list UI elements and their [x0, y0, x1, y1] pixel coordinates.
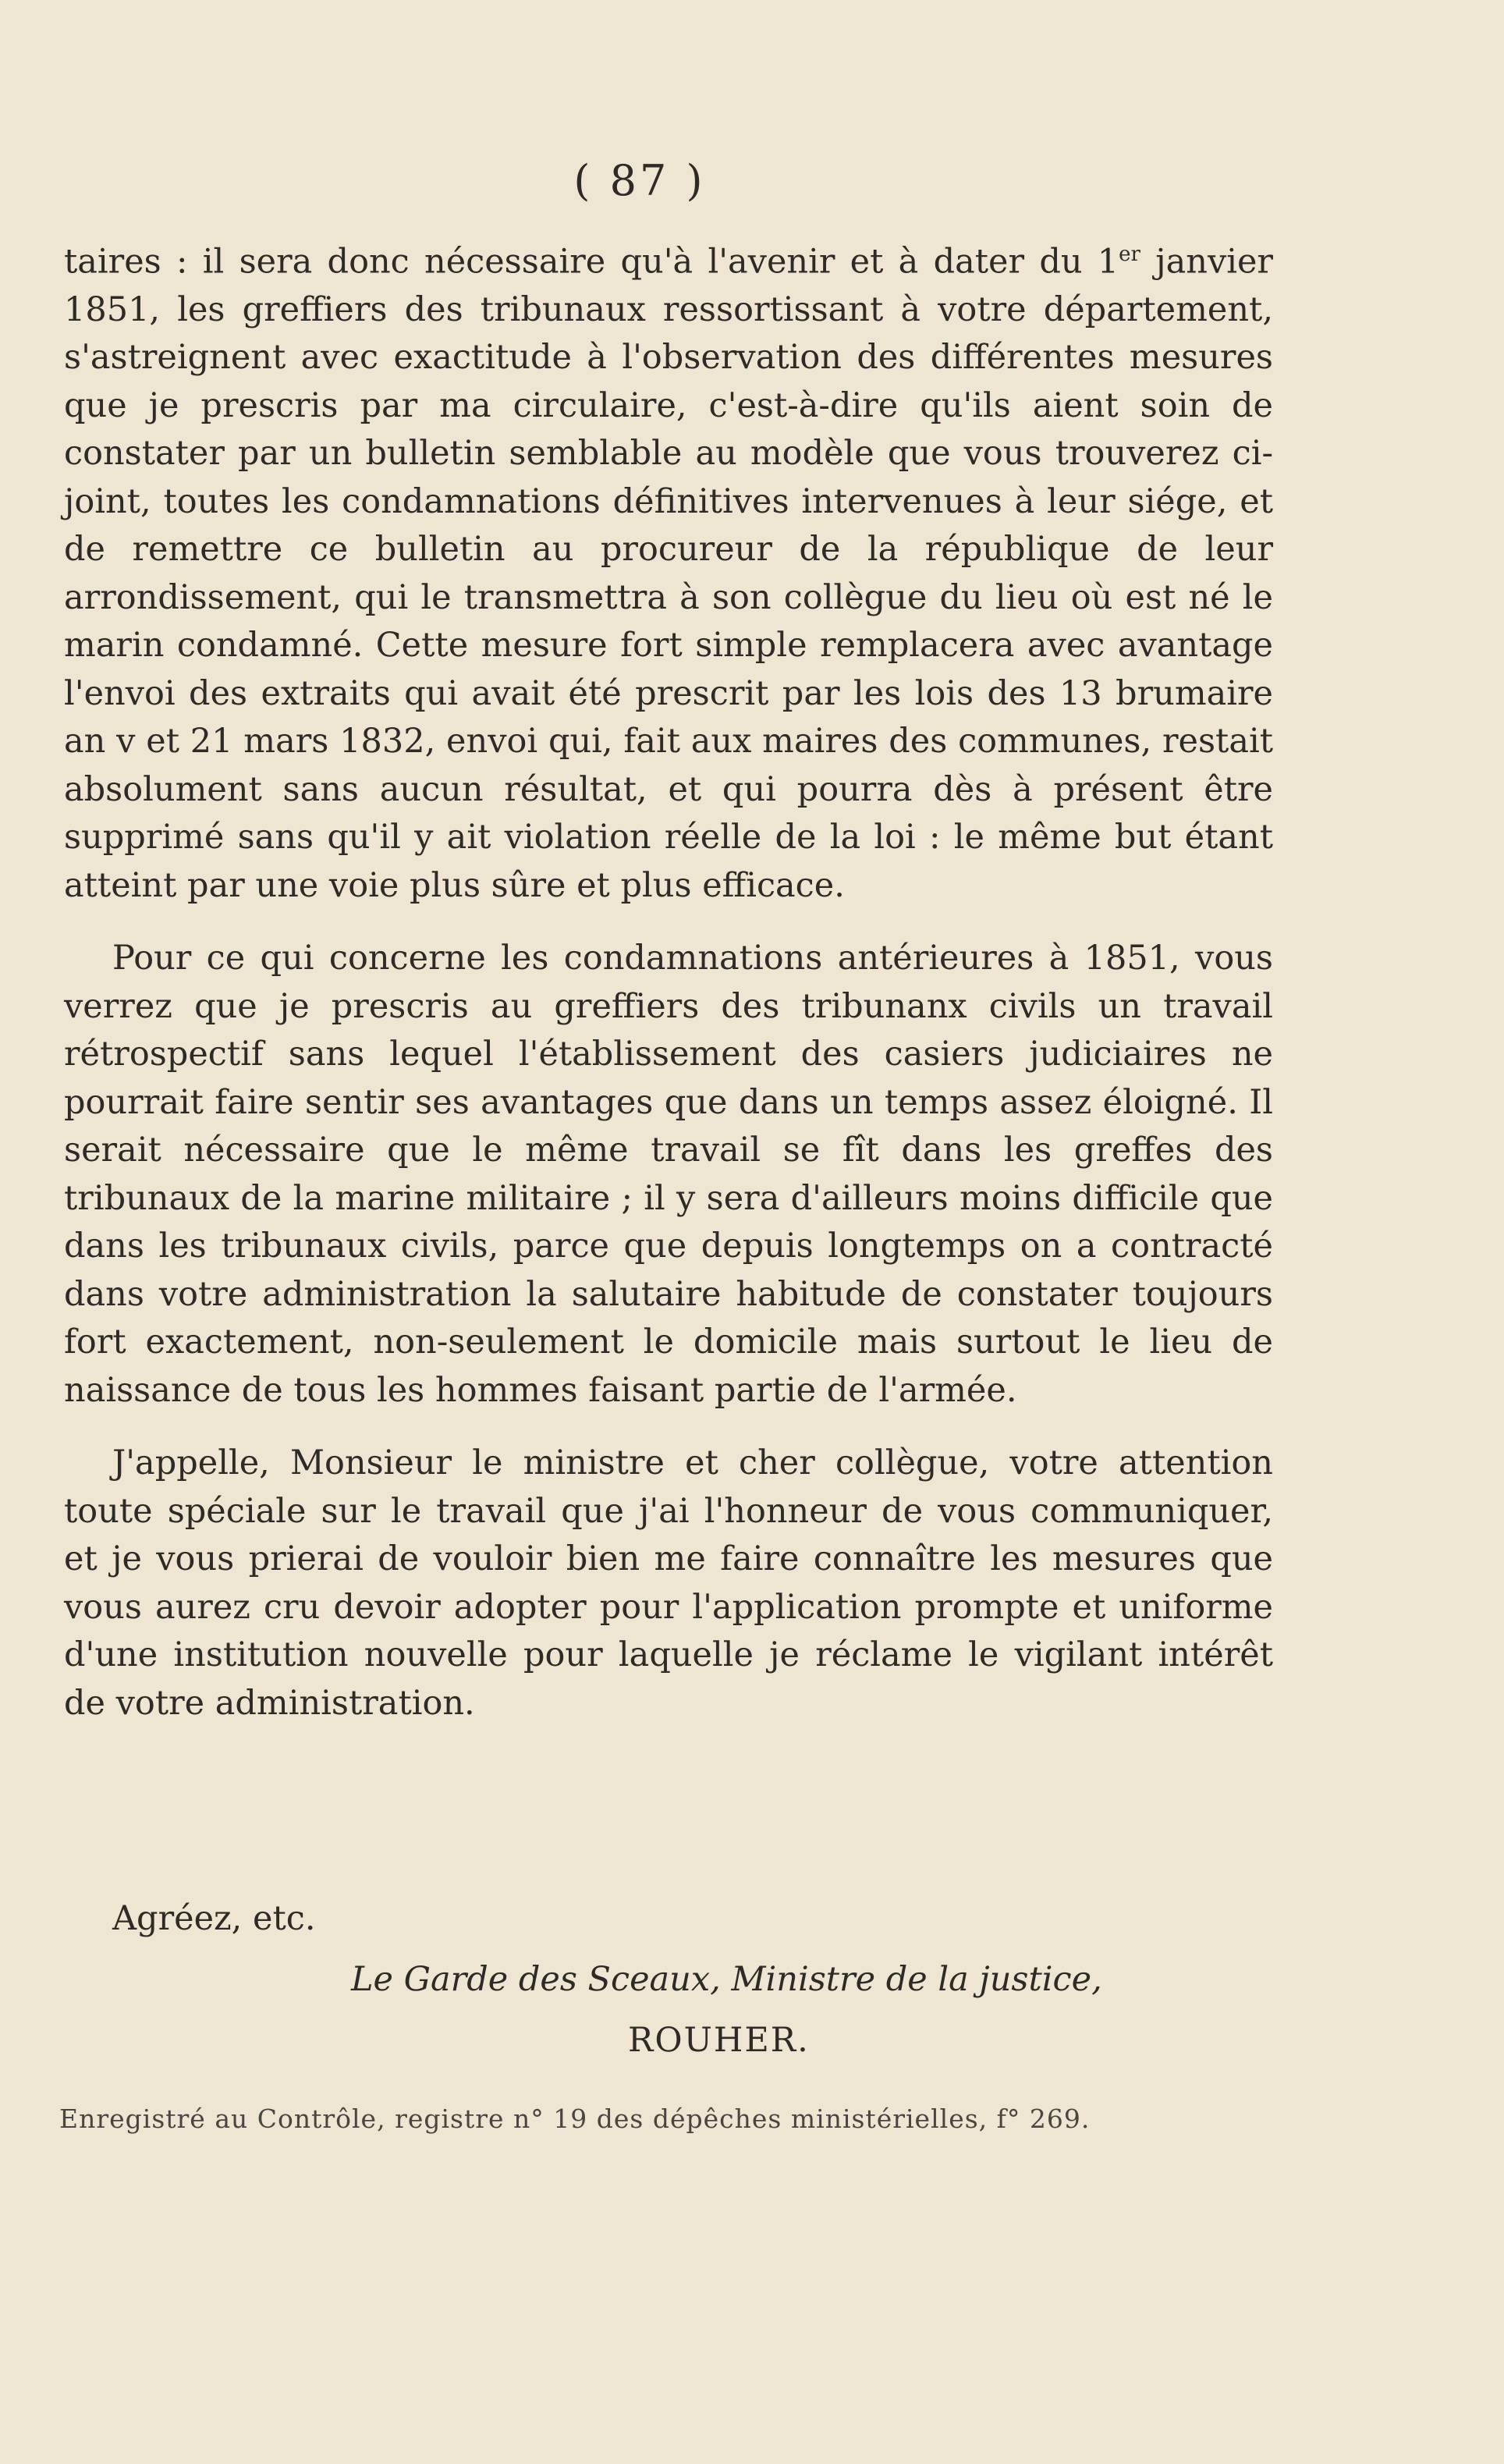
signature-name: ROUHER.	[628, 2021, 810, 2060]
page-number: ( 87 )	[573, 156, 706, 205]
ordinal-superscript: er	[1119, 243, 1140, 266]
registration-footnote: Enregistré au Contrôle, registre n° 19 des dépêches ministérielles, f° 269.	[59, 2104, 1091, 2134]
paragraph-2: Pour ce qui concerne les condamnations antérieures à 1851, vous verrez que je prescris au greffiers des tribunanx civils un travail rétrospectif sans lequel l'établissement des casiers judiciaires ne pourrait faire sentir ses avantages que dans un temps assez éloigné. Il serait nécessaire que le même travail se fît dans les greffes des tribunaux de la marine militaire ; il y sera d'ailleurs moins difficile que dans les tribunaux civils, parce que depuis longtemps on a contracté dans votre administration la salutaire habitude de constater toujours fort exactement, non-seulement le domicile mais surtout le lieu de naissance de tous les hommes faisant partie de l'armée.	[64, 939, 1273, 1410]
paragraph-3: J'appelle, Monsieur le ministre et cher collègue, votre attention toute spéciale sur le travail que j'ai l'honneur de vous communiquer, et je vous prierai de vouloir bien me faire connaître les mesures que vous aurez cru devoir adopter pour l'application prompte et uniforme d'une institution nouvelle pour laquelle je réclame le vigilant intérêt de votre administration.	[64, 1443, 1273, 1723]
paragraph-1-text-continued: janvier 1851, les greffiers des tribunaux ressortissant à votre département, s'astreignent avec exactitude à l'observation des différentes mesures que je prescris par ma circulaire, c'est-à-dire qu'ils aient soin de constater par un bulletin semblable au modèle que vous trouverez ci-joint, toutes les condamnations définitives intervenues à leur siége, et de remettre ce bulletin au procureur de la république de leur arrondissement, qui le transmettra à son collègue du lieu où est né le marin condamné. Cette mesure fort simple remplacera avec avantage l'envoi des extraits qui avait été prescrit par les lois des 13 brumaire an v et 21 mars 1832, envoi qui, fait aux maires des communes, restait absolument sans aucun résultat, et qui pourra dès à présent être supprimé sans qu'il y ait violation réelle de la loi : le même but étant atteint par une voie plus sûre et plus efficace.	[64, 242, 1273, 905]
paragraph-1	[64, 231, 1273, 910]
signature-title: Le Garde des Sceaux, Ministre de la justice,	[351, 1960, 1102, 1999]
body-text	[64, 231, 1273, 1752]
salutation: Agréez, etc.	[112, 1899, 316, 1938]
paragraph-1-text: taires : il sera donc nécessaire qu'à l'avenir et à dater du 1	[64, 242, 1119, 282]
